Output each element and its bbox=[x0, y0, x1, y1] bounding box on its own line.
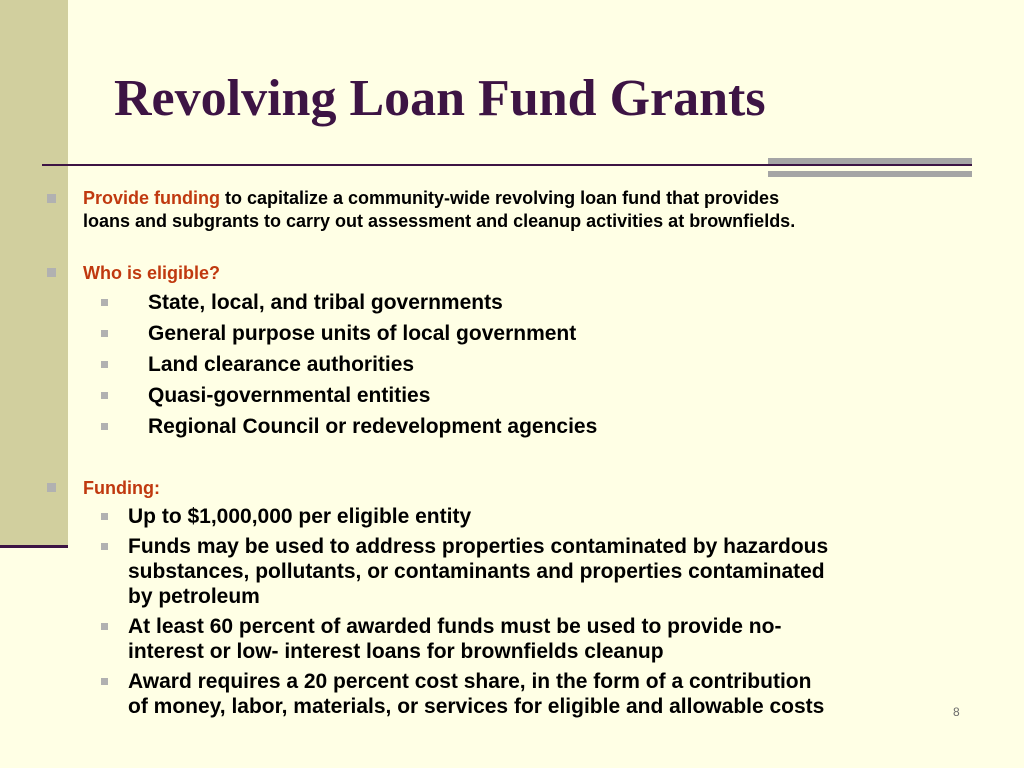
side-decor-band bbox=[0, 0, 68, 546]
bullet-icon bbox=[47, 268, 56, 277]
sub-bullet-icon bbox=[101, 513, 108, 520]
funding-item-line: At least 60 percent of awarded funds must be used to provide no- bbox=[128, 615, 782, 638]
eligible-heading: Who is eligible? bbox=[83, 263, 221, 283]
eligible-item: General purpose units of local government bbox=[148, 322, 577, 345]
eligible-item: Land clearance authorities bbox=[148, 353, 415, 376]
sub-bullet-icon bbox=[101, 330, 108, 337]
eligible-item: Quasi-governmental entities bbox=[148, 384, 431, 407]
eligible-item: State, local, and tribal governments bbox=[148, 291, 503, 314]
sub-bullet-icon bbox=[101, 361, 108, 368]
eligible-item: Regional Council or redevelopment agencies bbox=[148, 415, 598, 438]
purpose-line-2: loans and subgrants to carry out assessment and cleanup activities at brownfields. bbox=[83, 211, 796, 231]
funding-item-line: interest or low- interest loans for brownfields cleanup bbox=[128, 640, 664, 663]
slide-title: Revolving Loan Fund Grants bbox=[114, 70, 766, 127]
funding-item-line: of money, labor, materials, or services for eligible and allowable costs bbox=[128, 695, 825, 718]
sub-bullet-icon bbox=[101, 299, 108, 306]
sub-bullet-icon bbox=[101, 543, 108, 550]
purpose-line-1-rest: to capitalize a community-wide revolving loan fund that provides bbox=[220, 188, 780, 208]
purpose-highlight: Provide funding bbox=[83, 188, 220, 208]
accent-bar bbox=[768, 158, 972, 164]
bullet-icon bbox=[47, 194, 56, 203]
funding-item-line: Funds may be used to address properties contaminated by hazardous bbox=[128, 535, 829, 558]
funding-item-line: Award requires a 20 percent cost share, in the form of a contribution bbox=[128, 670, 812, 693]
sub-bullet-icon bbox=[101, 678, 108, 685]
title-accent-bars bbox=[768, 158, 972, 178]
sub-bullet-icon bbox=[101, 623, 108, 630]
funding-item-line: substances, pollutants, or contaminants and properties contaminated bbox=[128, 560, 825, 583]
funding-item-line: Up to $1,000,000 per eligible entity bbox=[128, 505, 472, 528]
sub-bullet-icon bbox=[101, 392, 108, 399]
purpose-line-1 bbox=[83, 187, 779, 209]
bullet-icon bbox=[47, 483, 56, 492]
sub-bullet-icon bbox=[101, 423, 108, 430]
accent-bar bbox=[768, 171, 972, 177]
funding-heading: Funding: bbox=[83, 478, 160, 498]
funding-item-line: by petroleum bbox=[128, 585, 260, 608]
side-decor-rule bbox=[0, 545, 68, 548]
page-number: 8 bbox=[953, 705, 960, 719]
